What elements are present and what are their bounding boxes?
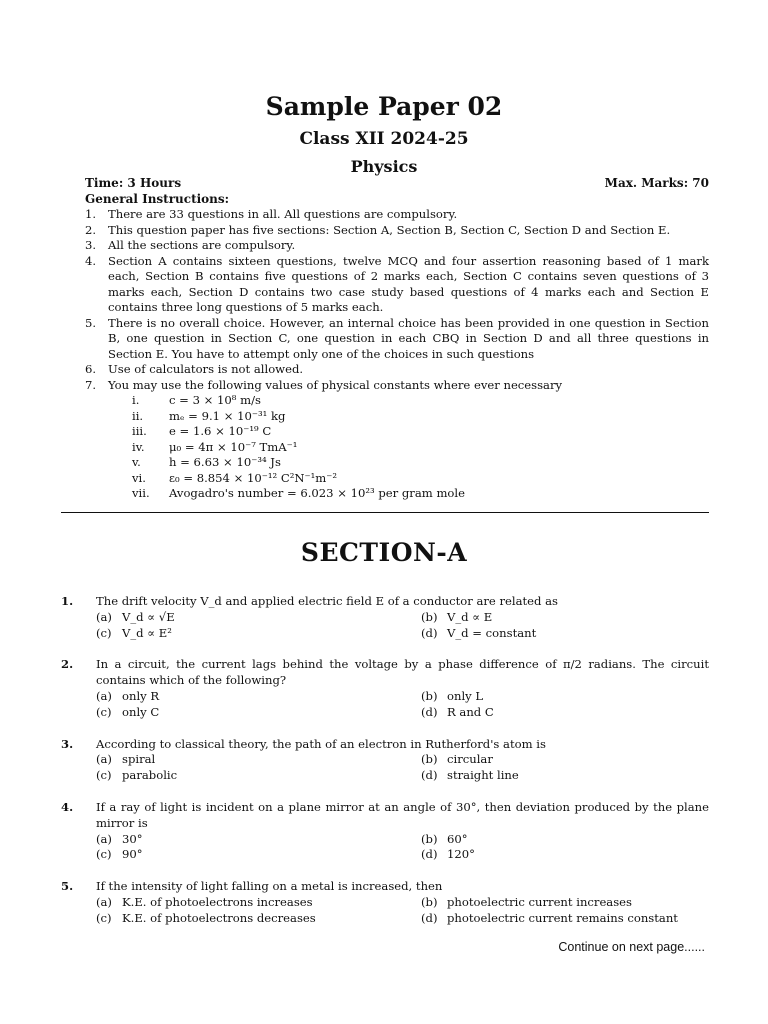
option-text: V_d = constant	[447, 625, 537, 640]
option-label: (a)	[96, 752, 112, 767]
constant-value: μ₀ = 4π × 10⁻⁷ TmA⁻¹	[169, 439, 298, 454]
option-label: (a)	[96, 894, 112, 909]
constant-item	[132, 440, 709, 456]
option	[421, 689, 709, 705]
option-label: (d)	[421, 704, 438, 719]
constant-value: c = 3 × 10⁸ m/s	[169, 393, 261, 407]
option	[96, 689, 421, 705]
instruction-item	[85, 378, 709, 394]
constant-number: ii.	[132, 408, 144, 423]
question-body	[96, 657, 709, 720]
instruction-item	[85, 254, 709, 316]
option	[421, 752, 709, 768]
option-label: (c)	[96, 704, 112, 719]
instructions-list	[85, 207, 709, 502]
option-text: photoelectric current increases	[447, 894, 632, 909]
constants-list	[132, 393, 709, 502]
max-marks-label: Max. Marks: 70	[604, 176, 709, 190]
question-text: If the intensity of light falling on a metal is increased, then	[96, 879, 443, 894]
options-grid	[96, 689, 709, 721]
option-text: straight line	[447, 768, 519, 783]
option	[421, 911, 709, 927]
instruction-number: 2.	[85, 222, 97, 237]
question-body	[96, 800, 709, 863]
option	[96, 626, 421, 642]
constant-number: iv.	[132, 439, 145, 454]
constant-number: i.	[132, 393, 140, 407]
options-grid	[96, 832, 709, 864]
option	[96, 705, 421, 721]
options-grid	[96, 610, 709, 642]
option-label: (c)	[96, 768, 112, 783]
constant-value: mₑ = 9.1 × 10⁻³¹ kg	[169, 408, 286, 423]
option-text: K.E. of photoelectrons increases	[122, 894, 313, 909]
question-item	[61, 800, 709, 863]
option	[421, 768, 709, 784]
paper-title: Sample Paper 02	[265, 92, 503, 121]
section-heading: SECTION-A	[300, 538, 468, 567]
question-item	[61, 657, 709, 720]
instruction-item	[85, 223, 709, 239]
option	[96, 832, 421, 848]
instruction-text: You may use the following values of physical constants where ever necessary	[108, 377, 563, 392]
question-body	[96, 879, 709, 926]
continue-note: Continue on next page......	[558, 940, 705, 954]
option	[96, 610, 421, 626]
option-text: photoelectric current remains constant	[447, 910, 678, 925]
instruction-number: 3.	[85, 238, 97, 252]
option-label: (c)	[96, 847, 112, 862]
question-item	[61, 594, 709, 641]
question-text: If a ray of light is incident on a plane mirror at an angle of 30°, then deviation produced by the plane mirror is	[96, 799, 709, 830]
option-text: 120°	[447, 847, 475, 862]
option-label: (c)	[96, 910, 112, 925]
question-body	[96, 737, 709, 784]
option	[421, 847, 709, 863]
option-text: 60°	[447, 831, 468, 846]
question-item	[61, 737, 709, 784]
constant-number: vi.	[132, 470, 146, 485]
constant-value: h = 6.63 × 10⁻³⁴ Js	[169, 455, 281, 469]
option-label: (a)	[96, 831, 112, 846]
option	[421, 610, 709, 626]
option-text: R and C	[447, 704, 494, 719]
question-number: 3.	[61, 736, 74, 751]
constant-item	[132, 486, 709, 502]
constant-item	[132, 455, 709, 471]
option-text: V_d ∝ √E	[122, 609, 175, 624]
instruction-number: 7.	[85, 377, 97, 392]
instruction-text: There are 33 questions in all. All questions are compulsory.	[108, 207, 458, 221]
option-label: (b)	[421, 894, 438, 909]
constant-item	[132, 409, 709, 425]
option-text: V_d ∝ E²	[122, 625, 172, 640]
questions-list	[61, 594, 709, 943]
instruction-text: This question paper has five sections: Section A, Section B, Section C, Section D and Section E.	[108, 222, 671, 237]
constant-item	[132, 471, 709, 487]
exam-meta	[85, 176, 709, 190]
instruction-item	[85, 238, 709, 254]
time-label: Time: 3 Hours	[85, 176, 182, 190]
question-item	[61, 879, 709, 926]
option-text: 30°	[122, 831, 143, 846]
option-label: (c)	[96, 625, 112, 640]
option	[421, 705, 709, 721]
option-label: (b)	[421, 688, 438, 703]
question-number: 1.	[61, 594, 74, 608]
option-label: (b)	[421, 831, 438, 846]
options-grid	[96, 895, 709, 927]
option	[96, 768, 421, 784]
question-number: 4.	[61, 799, 74, 814]
question-text: In a circuit, the current lags behind the voltage by a phase difference of π/2 radians. The circuit contains which of the following?	[96, 657, 709, 688]
option	[421, 626, 709, 642]
subject-title: Physics	[350, 157, 418, 176]
question-text: According to classical theory, the path of an electron in Rutherford's atom is	[96, 736, 546, 751]
divider	[61, 512, 709, 513]
option	[96, 847, 421, 863]
option-text: only R	[122, 688, 160, 703]
option-text: only L	[447, 688, 484, 703]
general-instructions-heading: General Instructions:	[85, 192, 230, 206]
option-label: (d)	[421, 625, 438, 640]
class-line: Class XII 2024-25	[299, 129, 469, 149]
constant-number: vii.	[132, 486, 150, 500]
instruction-item	[85, 207, 709, 223]
option	[421, 895, 709, 911]
option-label: (b)	[421, 752, 438, 767]
instruction-text: There is no overall choice. However, an internal choice has been provided in one question in Section B, one question in Section C, one question in each CBQ in Section D and all three questions in Section E. You have to attempt only one of the choices in such questions	[108, 315, 709, 361]
instruction-text: Use of calculators is not allowed.	[108, 362, 304, 376]
options-grid	[96, 752, 709, 784]
constant-item	[132, 424, 709, 440]
option-label: (a)	[96, 609, 112, 624]
question-text: The drift velocity V_d and applied electric field E of a conductor are related as	[96, 594, 558, 608]
instruction-number: 1.	[85, 207, 97, 221]
instruction-item	[85, 316, 709, 363]
option-text: V_d ∝ E	[447, 609, 493, 624]
constant-number: v.	[132, 455, 141, 469]
constant-value: Avogadro's number = 6.023 × 10²³ per gram mole	[169, 486, 465, 500]
constant-value: e = 1.6 × 10⁻¹⁹ C	[169, 424, 272, 438]
option-label: (a)	[96, 688, 112, 703]
option-text: 90°	[122, 847, 143, 862]
question-body	[96, 594, 709, 641]
option-text: only C	[122, 704, 160, 719]
instruction-number: 5.	[85, 315, 97, 330]
option	[421, 832, 709, 848]
option-label: (b)	[421, 609, 438, 624]
option	[96, 911, 421, 927]
option	[96, 895, 421, 911]
constant-item	[132, 393, 709, 409]
constant-value: ε₀ = 8.854 × 10⁻¹² C²N⁻¹m⁻²	[169, 470, 338, 485]
option-label: (d)	[421, 847, 438, 862]
option	[96, 752, 421, 768]
instruction-number: 6.	[85, 362, 97, 376]
question-number: 2.	[61, 657, 74, 672]
constant-number: iii.	[132, 424, 147, 438]
instruction-item	[85, 362, 709, 378]
option-text: spiral	[122, 752, 156, 767]
question-number: 5.	[61, 879, 74, 894]
option-label: (d)	[421, 910, 438, 925]
instruction-number: 4.	[85, 253, 97, 268]
option-text: circular	[447, 752, 493, 767]
option-text: parabolic	[122, 768, 178, 783]
instruction-text: Section A contains sixteen questions, twelve MCQ and four assertion reasoning based of 1 mark each, Section B contains five questions of 2 marks each, Section C contains seven questions of 3 marks each, Section D contains two case study based questions of 4 marks each and Section E contains three long questions of 5 marks each.	[108, 253, 709, 314]
option-text: K.E. of photoelectrons decreases	[122, 910, 316, 925]
instruction-text: All the sections are compulsory.	[108, 238, 296, 252]
option-label: (d)	[421, 768, 438, 783]
